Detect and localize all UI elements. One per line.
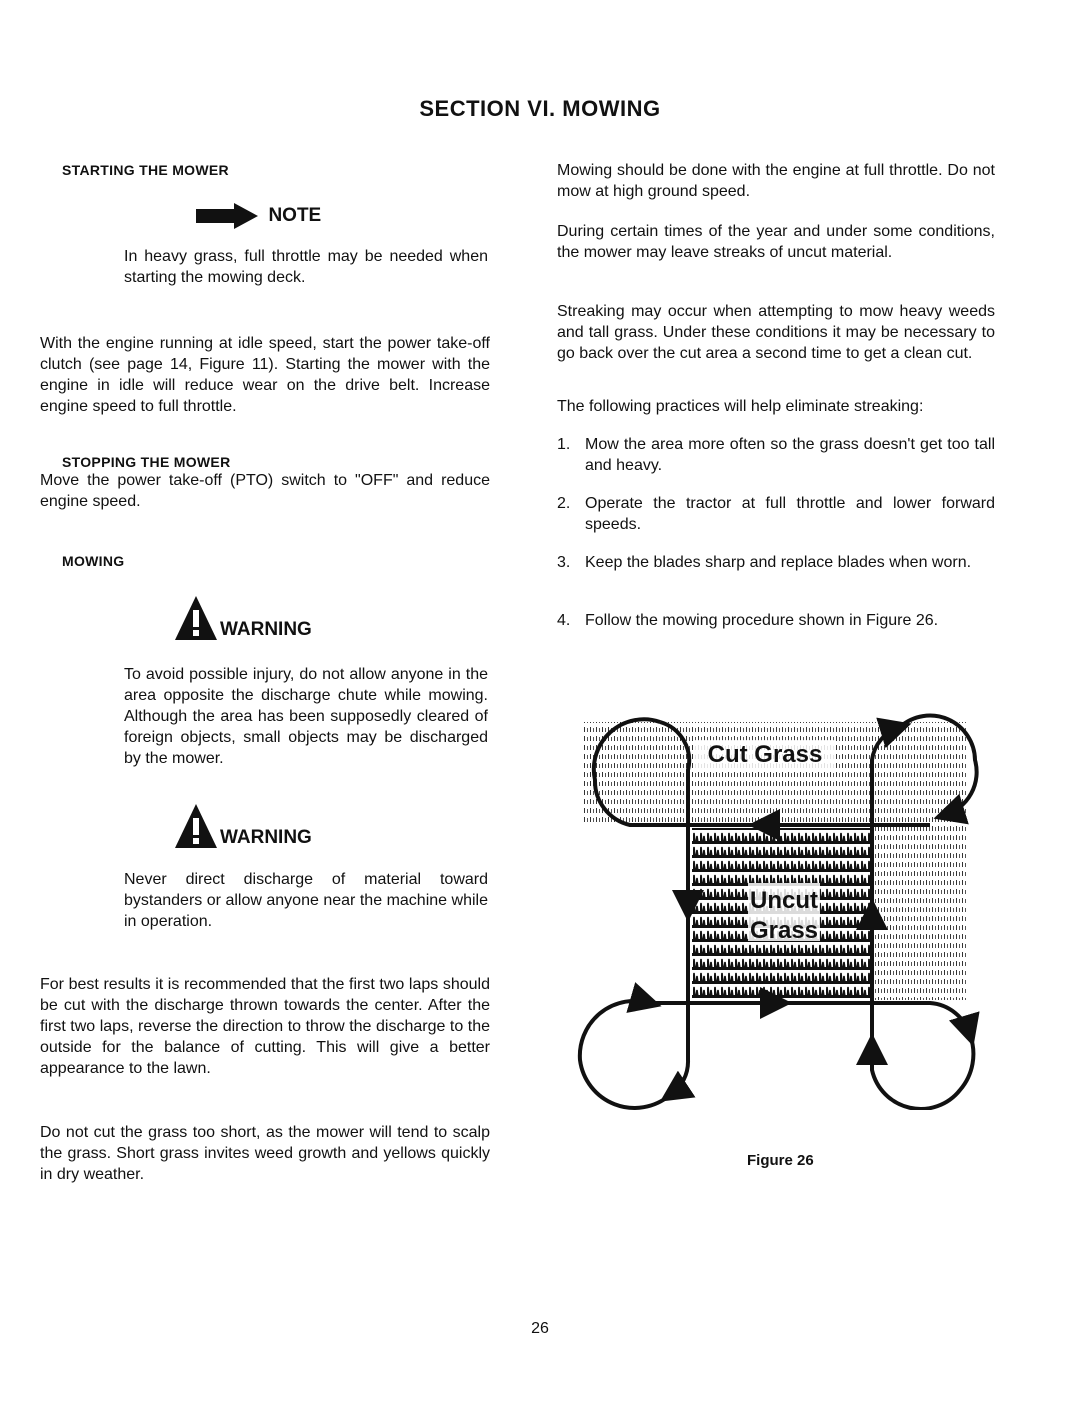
- warning-label: WARNING: [220, 827, 312, 848]
- warning-callout-1: [175, 596, 312, 640]
- warning-triangle-icon: [175, 804, 217, 848]
- page-number: 26: [531, 1320, 549, 1337]
- mowing-pattern-figure: [560, 690, 1000, 1110]
- streaking-text: Streaking may occur when attempting to mow heavy weeds and tall grass. Under these conditions it may be necessary to go back over the cut area a second time to get a clean cut.: [557, 303, 995, 362]
- note-label: NOTE: [268, 205, 322, 226]
- warning-label: WARNING: [220, 619, 312, 640]
- practices-intro: The following practices will help eliminate streaking:: [557, 398, 924, 415]
- page-title: SECTION VI. MOWING: [419, 96, 661, 121]
- streaks-text: During certain times of the year and under some conditions, the mower may leave streaks of uncut material.: [557, 223, 995, 261]
- uncut-label-line2: Grass: [749, 917, 819, 944]
- stopping-heading: STOPPING THE MOWER: [62, 454, 231, 470]
- figure-caption: Figure 26: [747, 1152, 814, 1169]
- warning-text-1: To avoid possible injury, do not allow anyone in the area opposite the discharge chute while mowing. Although the area has been supposedly cleared of foreign objects, small objects may be discharged by the mower.: [124, 666, 488, 767]
- mowing-heading: MOWING: [62, 553, 125, 569]
- stopping-text: Move the power take-off (PTO) switch to "OFF" and reduce engine speed.: [40, 472, 490, 510]
- note-text: In heavy grass, full throttle may be needed when starting the mowing deck.: [124, 248, 488, 286]
- arrow-right-icon: [196, 203, 264, 229]
- list-item: 4. Follow the mowing procedure shown in Figure 26.: [557, 612, 939, 629]
- warning-callout-2: [175, 804, 312, 848]
- uncut-label-line1: Uncut: [750, 887, 818, 914]
- warning-text-2: Never direct discharge of material toward bystanders or allow anyone near the machine while in operation.: [124, 871, 488, 930]
- starting-heading: STARTING THE MOWER: [62, 162, 229, 178]
- cut-grass-label: Cut Grass: [707, 741, 823, 768]
- throttle-text: Mowing should be done with the engine at full throttle. Do not mow at high ground speed.: [557, 162, 995, 200]
- note-callout: [196, 203, 321, 229]
- list-item: 3. Keep the blades sharp and replace blades when worn.: [557, 554, 972, 571]
- best-results-text: For best results it is recommended that the first two laps should be cut with the discharge thrown towards the center. After the first two laps, reverse the direction to throw the discharge to the outside for the balance of cutting. This will give a better appearance to the lawn.: [40, 976, 490, 1077]
- warning-triangle-icon: [175, 596, 217, 640]
- starting-text: With the engine running at idle speed, start the power take-off clutch (see page 14, Figure 11). Starting the mower with the engine in idle will reduce wear on the drive belt. Increase engine speed to full throttle.: [40, 335, 490, 415]
- list-item: 2. Operate the tractor at full throttle and lower forward speeds.: [557, 495, 995, 533]
- short-grass-text: Do not cut the grass too short, as the mower will tend to scalp the grass. Short grass invites weed growth and yellows quickly in dry weather.: [40, 1124, 490, 1183]
- list-item: 1. Mow the area more often so the grass doesn't get too tall and heavy.: [557, 436, 995, 474]
